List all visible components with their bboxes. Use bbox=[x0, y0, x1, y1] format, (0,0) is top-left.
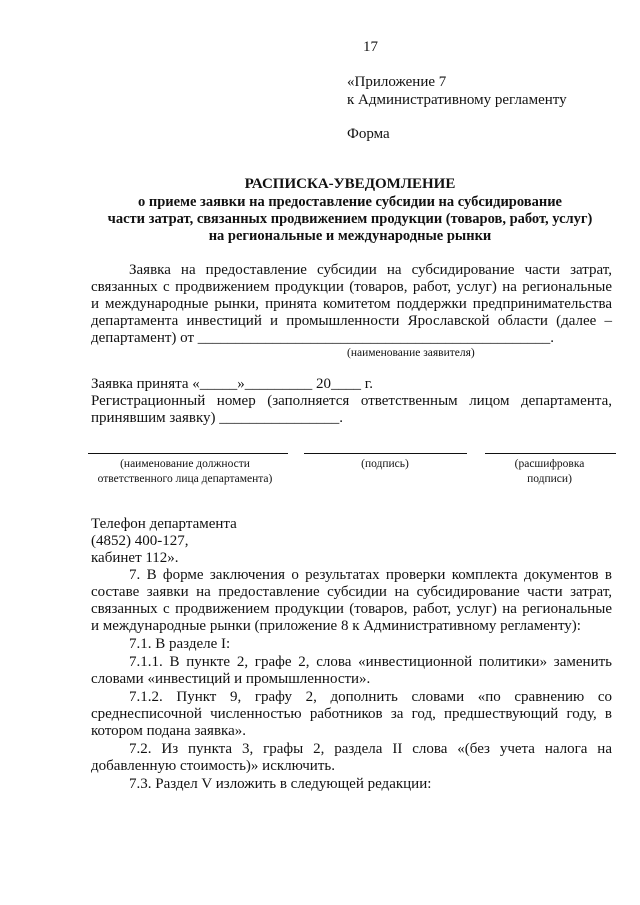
form-label: Форма bbox=[347, 126, 390, 142]
signature-caption: (подпись) bbox=[361, 458, 409, 470]
document-subtitle-line-2: части затрат, связанных продвижением продукции (товаров, работ, услуг) bbox=[107, 211, 593, 227]
paragraph-1-line-4: департамента инвестиций и промышленности Ярославской области (далее – bbox=[91, 313, 612, 329]
item-7-3: 7.3. Раздел V изложить в следующей редакции: bbox=[129, 776, 432, 792]
item-7-1-1-line-2: словами «инвестиций и промышленности». bbox=[91, 671, 371, 687]
page-number: 17 bbox=[363, 39, 378, 55]
item-7-2-line-1: 7.2. Из пункта 3, графы 2, раздела II слова «(без учета налога на bbox=[129, 741, 612, 757]
registration-line-2: принявшим заявку) ________________. bbox=[91, 410, 344, 426]
signature-line bbox=[304, 453, 467, 454]
item-7-2-line-2: добавленную стоимость)» исключить. bbox=[91, 758, 335, 774]
item-7-line-3: связанных с продвижением продукции (товаров, работ, услуг) на региональные bbox=[91, 601, 612, 617]
contact-phone-label: Телефон департамента bbox=[91, 516, 237, 532]
item-7-1: 7.1. В разделе I: bbox=[129, 636, 231, 652]
item-7-1-2-line-1: 7.1.2. Пункт 9, графу 2, дополнить словами «по сравнению со bbox=[129, 689, 612, 705]
paragraph-1-line-1: Заявка на предоставление субсидии на субсидирование части затрат, bbox=[129, 262, 612, 278]
item-7-1-1-line-1: 7.1.1. В пункте 2, графе 2, слова «инвестиционной политики» заменить bbox=[129, 654, 612, 670]
item-7-line-1: 7. В форме заключения о результатах проверки комплекта документов в bbox=[129, 567, 612, 583]
registration-line-1: Регистрационный номер (заполняется ответственным лицом департамента, bbox=[91, 393, 612, 409]
contact-phone-number: (4852) 400-127, bbox=[91, 533, 189, 549]
paragraph-1-line-3: и международные рынки, принята комитетом поддержки предпринимательства bbox=[91, 296, 612, 312]
paragraph-1-line-2: связанных с продвижением продукции (товаров, работ, услуг) на региональные bbox=[91, 279, 612, 295]
paragraph-1-line-5: департамент) от _______________________________________________. bbox=[91, 330, 555, 346]
decoding-caption: (расшифровка подписи) bbox=[514, 458, 585, 485]
appendix-title: «Приложение 7 bbox=[347, 74, 447, 90]
item-7-1-2-line-2: среднесписочной численностью работников за год, предшествующий году, в bbox=[91, 706, 612, 722]
appendix-subtitle: к Административному регламенту bbox=[347, 92, 567, 108]
document-title: РАСПИСКА-УВЕДОМЛЕНИЕ bbox=[244, 176, 456, 192]
position-caption: (наименование должности ответственного лица департамента) bbox=[97, 458, 273, 485]
contact-office: кабинет 112». bbox=[91, 550, 179, 566]
item-7-line-2: составе заявки на предоставление субсидии на субсидирование части затрат, bbox=[91, 584, 612, 600]
document-subtitle-line-3: на региональные и международные рынки bbox=[208, 228, 492, 244]
accepted-line: Заявка принята «_____»_________ 20____ г. bbox=[91, 376, 373, 392]
document-subtitle-line-1: о приеме заявки на предоставление субсидии на субсидирование bbox=[137, 194, 562, 210]
position-signature-line bbox=[88, 453, 288, 454]
decoding-signature-line bbox=[485, 453, 616, 454]
item-7-1-2-line-3: котором подана заявка». bbox=[91, 723, 246, 739]
applicant-caption: (наименование заявителя) bbox=[347, 347, 475, 359]
item-7-line-4: и международные рынки (приложение 8 к Административному регламенту): bbox=[91, 618, 581, 634]
